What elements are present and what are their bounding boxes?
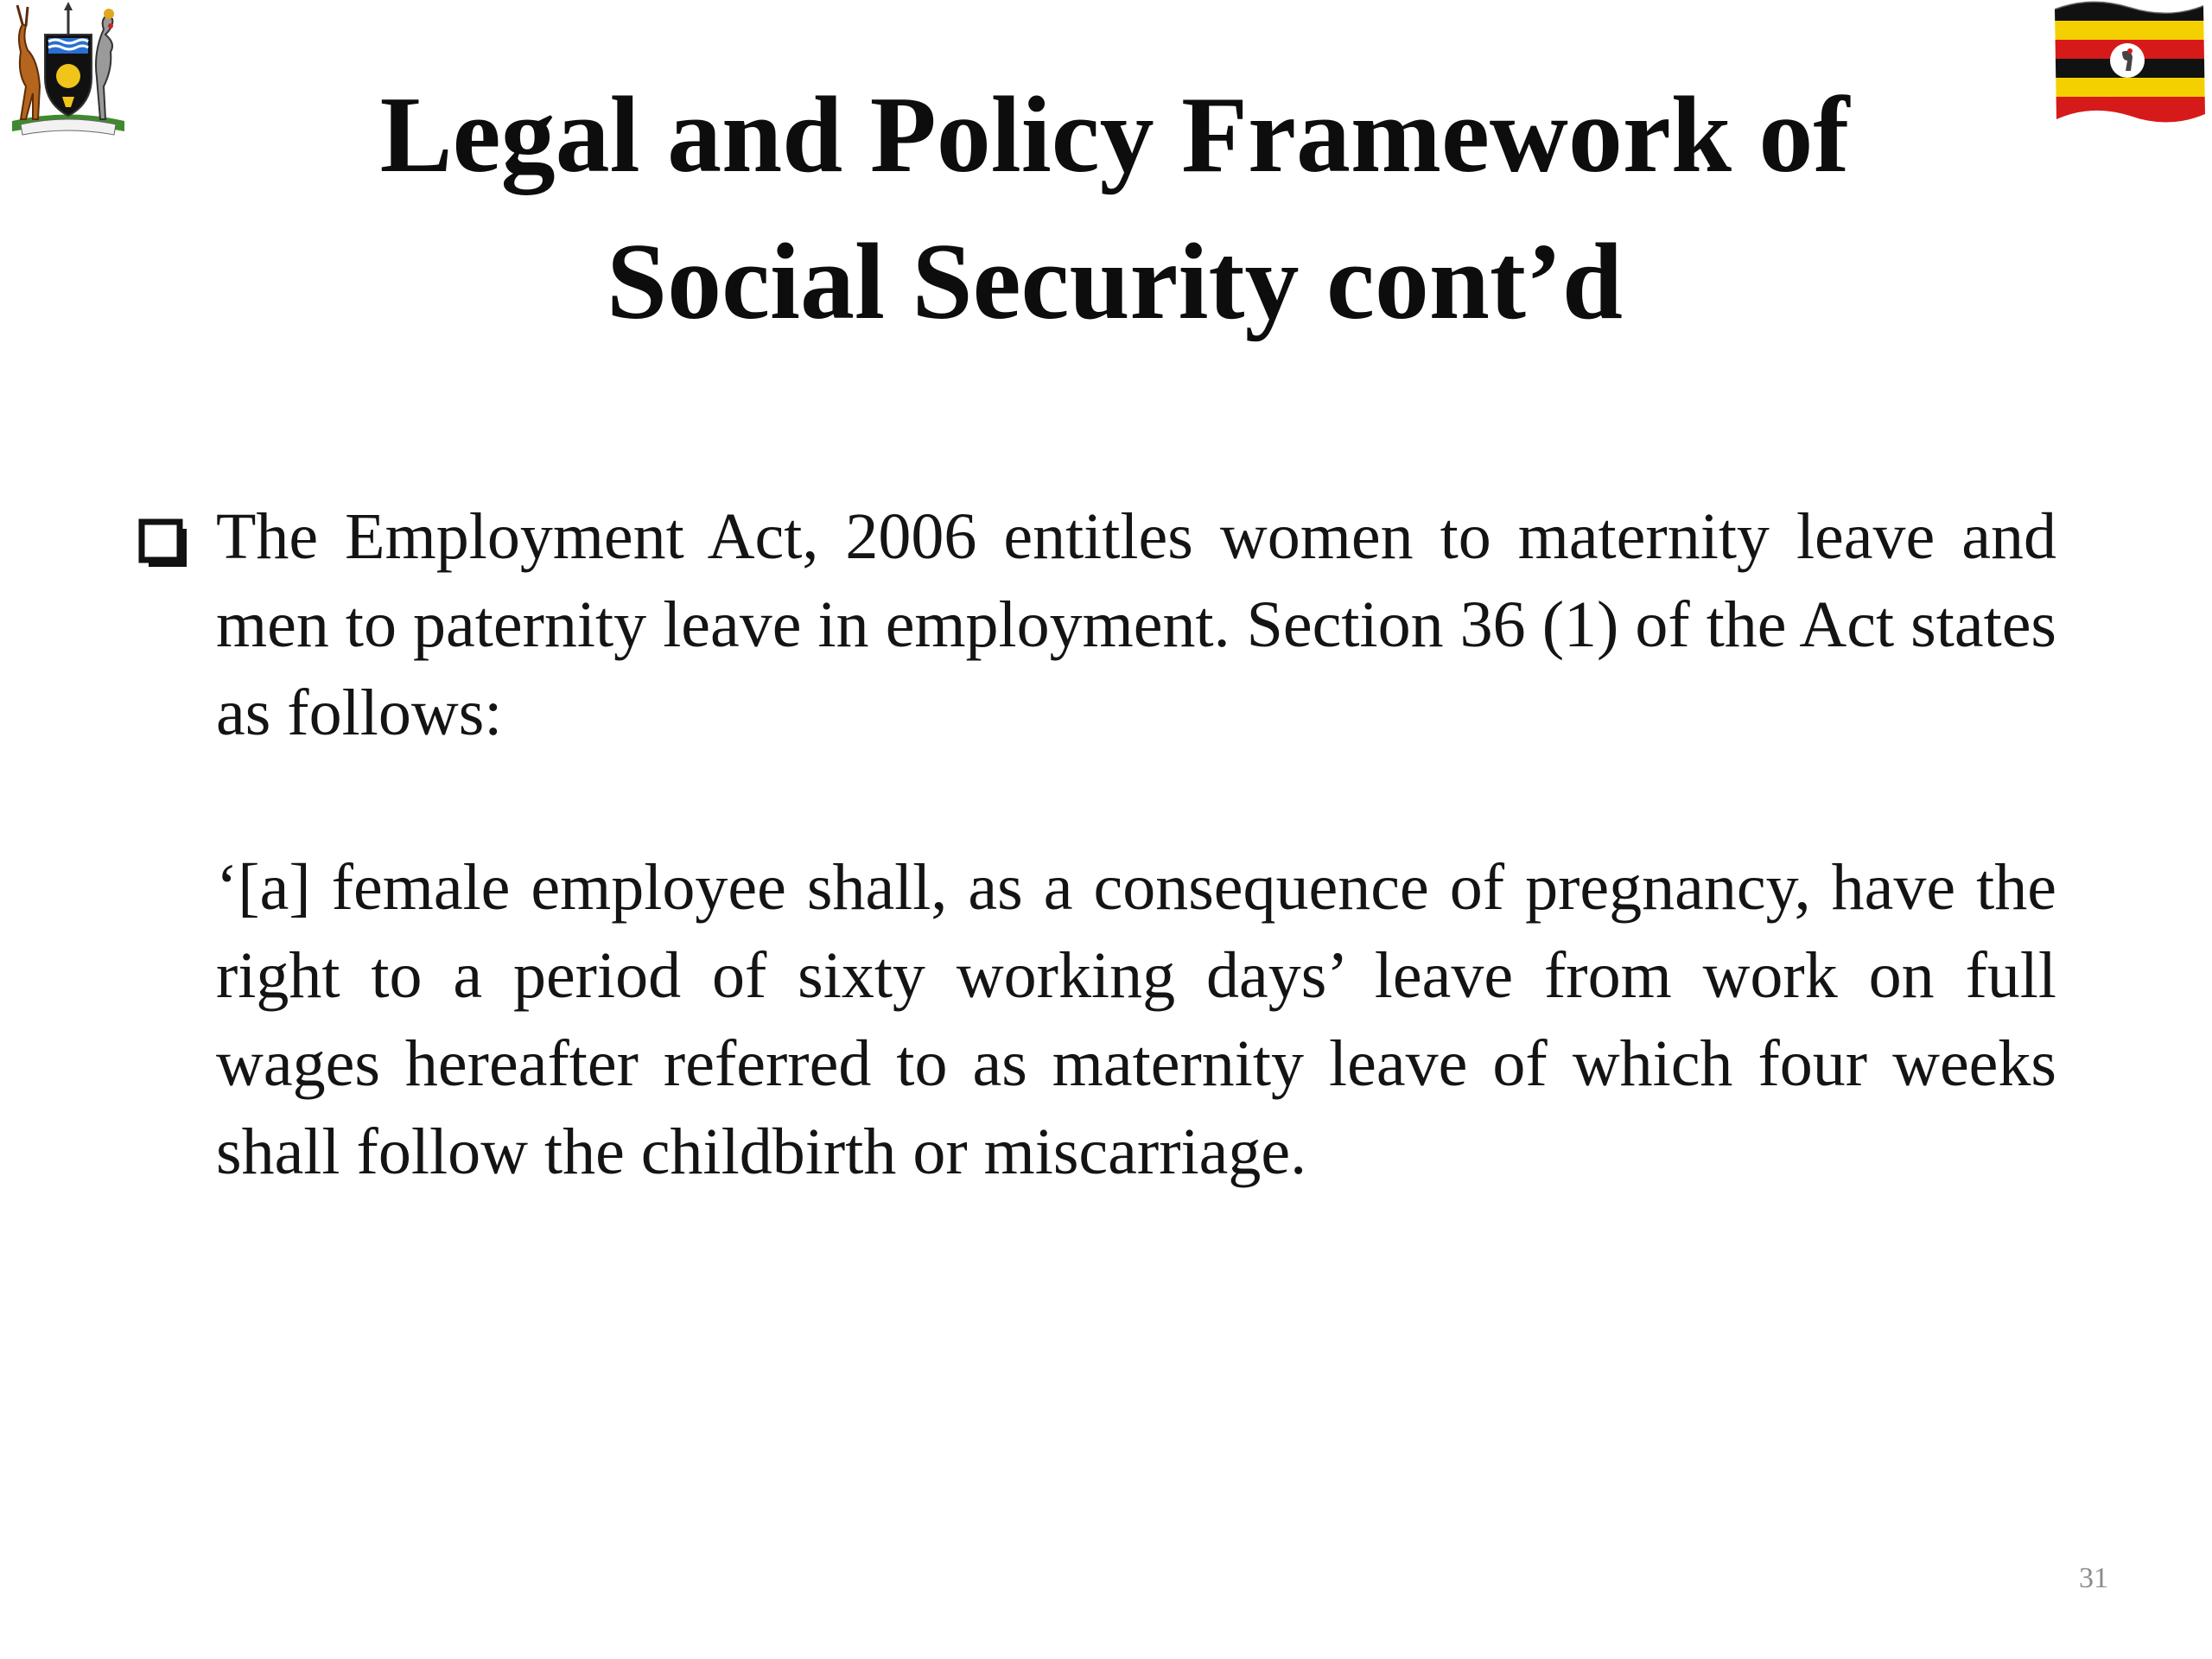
checkbox-bullet-icon <box>138 518 190 570</box>
title-line-1: Legal and Policy Framework of <box>379 75 1850 195</box>
slide-number: 31 <box>2079 1562 2108 1594</box>
bullet-item <box>138 493 2056 757</box>
uganda-flag-icon <box>2048 0 2208 125</box>
title-line-2: Social Security cont’d <box>607 222 1623 342</box>
quoted-section-text: ‘[a] female employee shall, as a consequence of pregnancy, have the right to a period of sixty working days’ leave from work on full wages hereafter referred to as maternity leave of which four weeks shall follow the childbirth or miscarriage. <box>216 851 2056 1188</box>
slide-content <box>138 493 2056 1196</box>
slide-title <box>190 62 2039 356</box>
bullet-text: The Employment Act, 2006 entitles women to maternity leave and men to paternity leave in employment. Section 36 (1) of the Act states as follows: <box>216 500 2056 749</box>
coat-of-arms-logo <box>3 0 133 138</box>
